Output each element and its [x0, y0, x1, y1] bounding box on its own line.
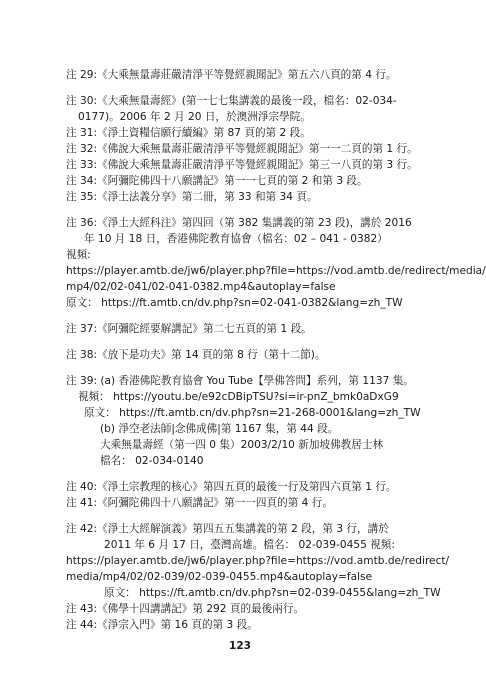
note-44: 注 44:《淨宗入門》第 16 頁的第 3 段。 [66, 619, 258, 631]
note-30: 注 30:《大乘無量壽經》(第一七七集講義的最後一段，檔名：02-034- [66, 95, 397, 107]
note-42: 注 42:《淨土大經解演義》第四五五集講義的第 2 段，第 3 行，講於 [66, 523, 389, 535]
note-36-cont: 年 10 月 18 日，香港佛陀教育協會（檔名：02 – 041 - 0382） [84, 233, 388, 245]
note-39-source-link[interactable]: 原文： https://ft.amtb.cn/dv.php?sn=21-268-0001&lang=zh_TW [84, 407, 421, 419]
note-42-video-link[interactable]: https://player.amtb.de/jw6/player.php?file=https://vod.amtb.de/redirect/ [66, 555, 450, 567]
note-41: 注 41:《阿彌陀佛四十八願講記》第一一四頁的第 4 行。 [66, 497, 333, 509]
note-42-cont: 2011 年 6 月 17 日，臺灣高雄。檔名： 02-039-0455 視頻: [104, 539, 395, 551]
note-39-b-filename: 檔名： 02-034-0140 [100, 455, 204, 467]
note-36-video-link-cont[interactable]: mp4/02/02-041/02-041-0382.mp4&autoplay=false [66, 281, 336, 293]
note-29: 注 29:《大乘無量壽莊嚴清淨平等覺經親聞記》第五六八頁的第 4 行。 [66, 69, 397, 81]
note-36: 注 36:《淨土大經科注》第四回（第 382 集講義的第 23 段)，講於 2016 [66, 217, 412, 229]
note-39-video-link[interactable]: 視頻： https://youtu.be/e92cDBipTSU?si=ir-pnZ_bmk0aDxG9 [78, 391, 399, 403]
note-36-video-link[interactable]: https://player.amtb.de/jw6/player.php?file=https://vod.amtb.de/redirect/media/ [66, 265, 486, 277]
note-36-video-label: 視頻: [66, 249, 91, 261]
note-34: 注 34:《阿彌陀佛四十八願講記》第一一七頁的第 2 和第 3 段。 [66, 175, 368, 187]
note-42-source-link[interactable]: 原文： https://ft.amtb.cn/dv.php?sn=02-039-0455&lang=zh_TW [104, 587, 441, 599]
note-32: 注 32:《佛說大乘無量壽莊嚴清淨平等覺經親聞記》第一一二頁的第 1 行。 [66, 143, 418, 155]
note-39-b-title: 大乘無量壽經（第一四 0 集）2003/2/10 新加坡佛教居士林 [100, 439, 384, 451]
note-35: 注 35:《淨土法義分享》第二冊，第 33 和第 34 頁。 [66, 191, 318, 203]
note-31: 注 31:《淨土資糧信願行續編》第 87 頁的第 2 段。 [66, 127, 311, 139]
note-43: 注 43:《佛學十四講講記》第 292 頁的最後兩行。 [66, 603, 305, 615]
note-39: 注 39: (a) 香港佛陀教育協會 You Tube【學佛答問】系列，第 1137 集。 [66, 375, 414, 387]
note-33: 注 33:《佛說大乘無量壽莊嚴清淨平等覺經親聞記》第三一八頁的第 3 行。 [66, 159, 418, 171]
note-36-source-link[interactable]: 原文： https://ft.amtb.cn/dv.php?sn=02-041-0382&lang=zh_TW [66, 297, 403, 309]
note-39-b: (b) 淨空老法師|念佛成佛|第 1167 集，第 44 段。 [100, 423, 339, 435]
note-37: 注 37:《阿彌陀經要解講記》第二七五頁的第 1 段。 [66, 323, 312, 335]
page-number: 123 [229, 640, 251, 652]
note-38: 注 38:《放下是功夫》第 14 頁的第 8 行（第十二節)。 [66, 349, 326, 361]
note-40: 注 40:《淨土宗教理的核心》第四五頁的最後一行及第四六頁第 1 行。 [66, 481, 397, 493]
note-42-video-link-cont[interactable]: media/mp4/02/02-039/02-039-0455.mp4&autoplay=false [66, 571, 373, 583]
note-30-cont: 0177)。2006 年 2 月 20 日，於澳洲淨宗學院。 [78, 111, 311, 123]
